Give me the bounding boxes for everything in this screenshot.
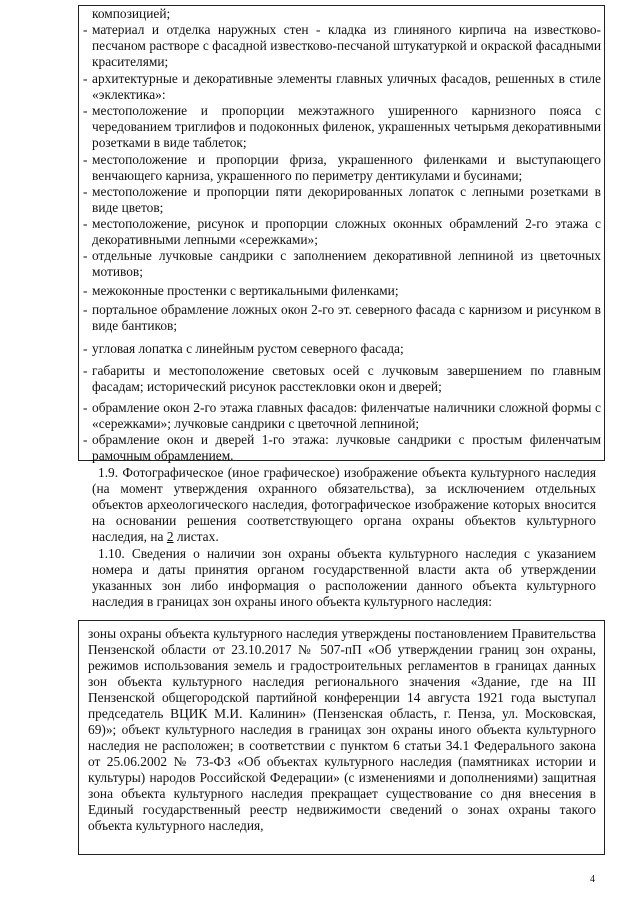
section-number: 1.9. [98, 465, 119, 480]
section-1-9-paragraph [92, 465, 596, 545]
list-item: - местоположение и пропорции фриза, украшенного филенками и выступающего венчающего карниза, украшенного по периметру дентикулами и бусинами; [83, 152, 601, 183]
list-item-text: обрамление окон 2-го этажа главных фасадов: филенчатые наличники сложной формы с «сережками»; лучковые сандрики с цветочной лепниной; [92, 400, 601, 431]
section-text: Фотографическое (иное графическое) изображение объекта культурного наследия (на момент утверждения охранного обязательства), за исключением отдельных объектов археологического наследия, фотографическое изображение которых вносится на основании решения соответствующего органа охраны объектов культурного наследия, на [92, 465, 596, 544]
list-item-text: архитектурные и декоративные элементы главных уличных фасадов, решенных в стиле «эклектика»: [92, 71, 601, 102]
section-1-10-paragraph [92, 546, 596, 610]
page-number: 4 [590, 874, 595, 885]
section-number: 1.10. [98, 546, 125, 561]
section-text: Сведения о наличии зон охраны объекта культурного наследия с указанием номера и даты принятия органом государственной власти акта об утверждении указанных зон либо информация о расположении данного объекта культурного наследия в границах зон охраны иного объекта культурного наследия: [92, 546, 596, 609]
list-item: - угловая лопатка с линейным рустом северного фасада; [83, 341, 601, 357]
list-item-text: местоположение и пропорции пяти декорированных лопаток с лепными розетками в виде цветов; [92, 184, 601, 215]
section-suffix: листах. [176, 529, 219, 544]
list-item: - портальное обрамление ложных окон 2-го эт. северного фасада с карнизом и рисунком в виде бантиков; [83, 302, 601, 333]
list-item-text: угловая лопатка с линейным рустом северного фасада; [92, 341, 404, 356]
list-item: - габариты и местоположение световых осей с лучковым завершением по главным фасадам; исторический рисунок расстекловки окон и дверей; [83, 363, 601, 394]
list-item: - местоположение и пропорции пяти декорированных лопаток с лепными розетками в виде цветов; [83, 184, 601, 215]
list-item-text: портальное обрамление ложных окон 2-го эт. северного фасада с карнизом и рисунком в виде бантиков; [92, 302, 601, 333]
list-item-text: отдельные лучковые сандрики с заполнением декоративной лепниной из цветочных мотивов; [92, 248, 601, 279]
list-item-text: местоположение, рисунок и пропорции сложных оконных обрамлений 2-го этажа с декоративными лепными «сережками»; [92, 216, 601, 247]
list-item: - материал и отделка наружных стен - кладка из глиняного кирпича на известково-песчаном растворе с фасадной известково-песчаной штукатуркой и окраской фасадными красителями; [83, 22, 601, 69]
list-item-text: обрамление окон и дверей 1-го этажа: лучковые сандрики с простым филенчатым рамочным обрамлением. [92, 432, 601, 463]
list-item: - местоположение и пропорции межэтажного уширенного карнизного пояса с чередованием триглифов и подоконных филенок, украшенных четырьмя декоративными розетками в виде таблеток; [83, 103, 601, 150]
list-item [92, 6, 601, 22]
list-item: - архитектурные и декоративные элементы главных уличных фасадов, решенных в стиле «эклектика»: [83, 71, 601, 102]
list-item: - межоконные простенки с вертикальными филенками; [83, 283, 601, 299]
sheet-count: 2 [166, 529, 174, 544]
list-item-text: местоположение и пропорции межэтажного уширенного карнизного пояса с чередованием триглифов и подоконных филенок, украшенных четырьмя декоративными розетками в виде таблеток; [92, 103, 601, 150]
list-item: - местоположение, рисунок и пропорции сложных оконных обрамлений 2-го этажа с декоративными лепными «сережками»; [83, 216, 601, 247]
list-item-text: габариты и местоположение световых осей с лучковым завершением по главным фасадам; исторический рисунок расстекловки окон и дверей; [92, 363, 601, 394]
list-item-text: материал и отделка наружных стен - кладка из глиняного кирпича на известково-песчаном растворе с фасадной известково-песчаной штукатуркой и окраской фасадными красителями; [92, 22, 601, 69]
list-item-text: композицией; [92, 6, 171, 21]
list-item-text: местоположение и пропорции фриза, украшенного филенками и выступающего венчающего карниза, украшенного по периметру дентикулами и бусинами; [92, 152, 601, 183]
list-item: - обрамление окон и дверей 1-го этажа: лучковые сандрики с простым филенчатым рамочным обрамлением. [83, 432, 601, 463]
list-item-text: межоконные простенки с вертикальными филенками; [92, 283, 399, 298]
list-item: - обрамление окон 2-го этажа главных фасадов: филенчатые наличники сложной формы с «сережками»; лучковые сандрики с цветочной лепниной; [83, 400, 601, 431]
list-item: - отдельные лучковые сандрики с заполнением декоративной лепниной из цветочных мотивов; [83, 248, 601, 279]
protection-zones-text: зоны охраны объекта культурного наследия утверждены постановлением Правительства Пензенской области от 23.10.2017 № 507-пП «Об утверждении границ зон охраны, режимов использования земель и градостроительных регламентов в границах данных зон объекта культурного наследия регионального значения «Здание, где на III Пензенской общегородской партийной конференции 14 августа 1921 года выступал председатель ВЦИК М.И. Калинин» (Пензенская область, г. Пенза, ул. Московская, 69)»; объект культурного наследия в границах зон охраны иного объекта культурного наследия не расположен; в соответствии с пунктом 6 статьи 34.1 Федерального закона от 25.06.2002 № 73-ФЗ «Об объектах культурного наследия (памятниках истории и культуры) народов Российской Федерации» (с изменениями и дополнениями) защитная зона объекта культурного наследия прекращает существование со дня внесения в Единый государственный реестр недвижимости сведений о зонах охраны такого объекта культурного наследия, [88, 626, 596, 833]
